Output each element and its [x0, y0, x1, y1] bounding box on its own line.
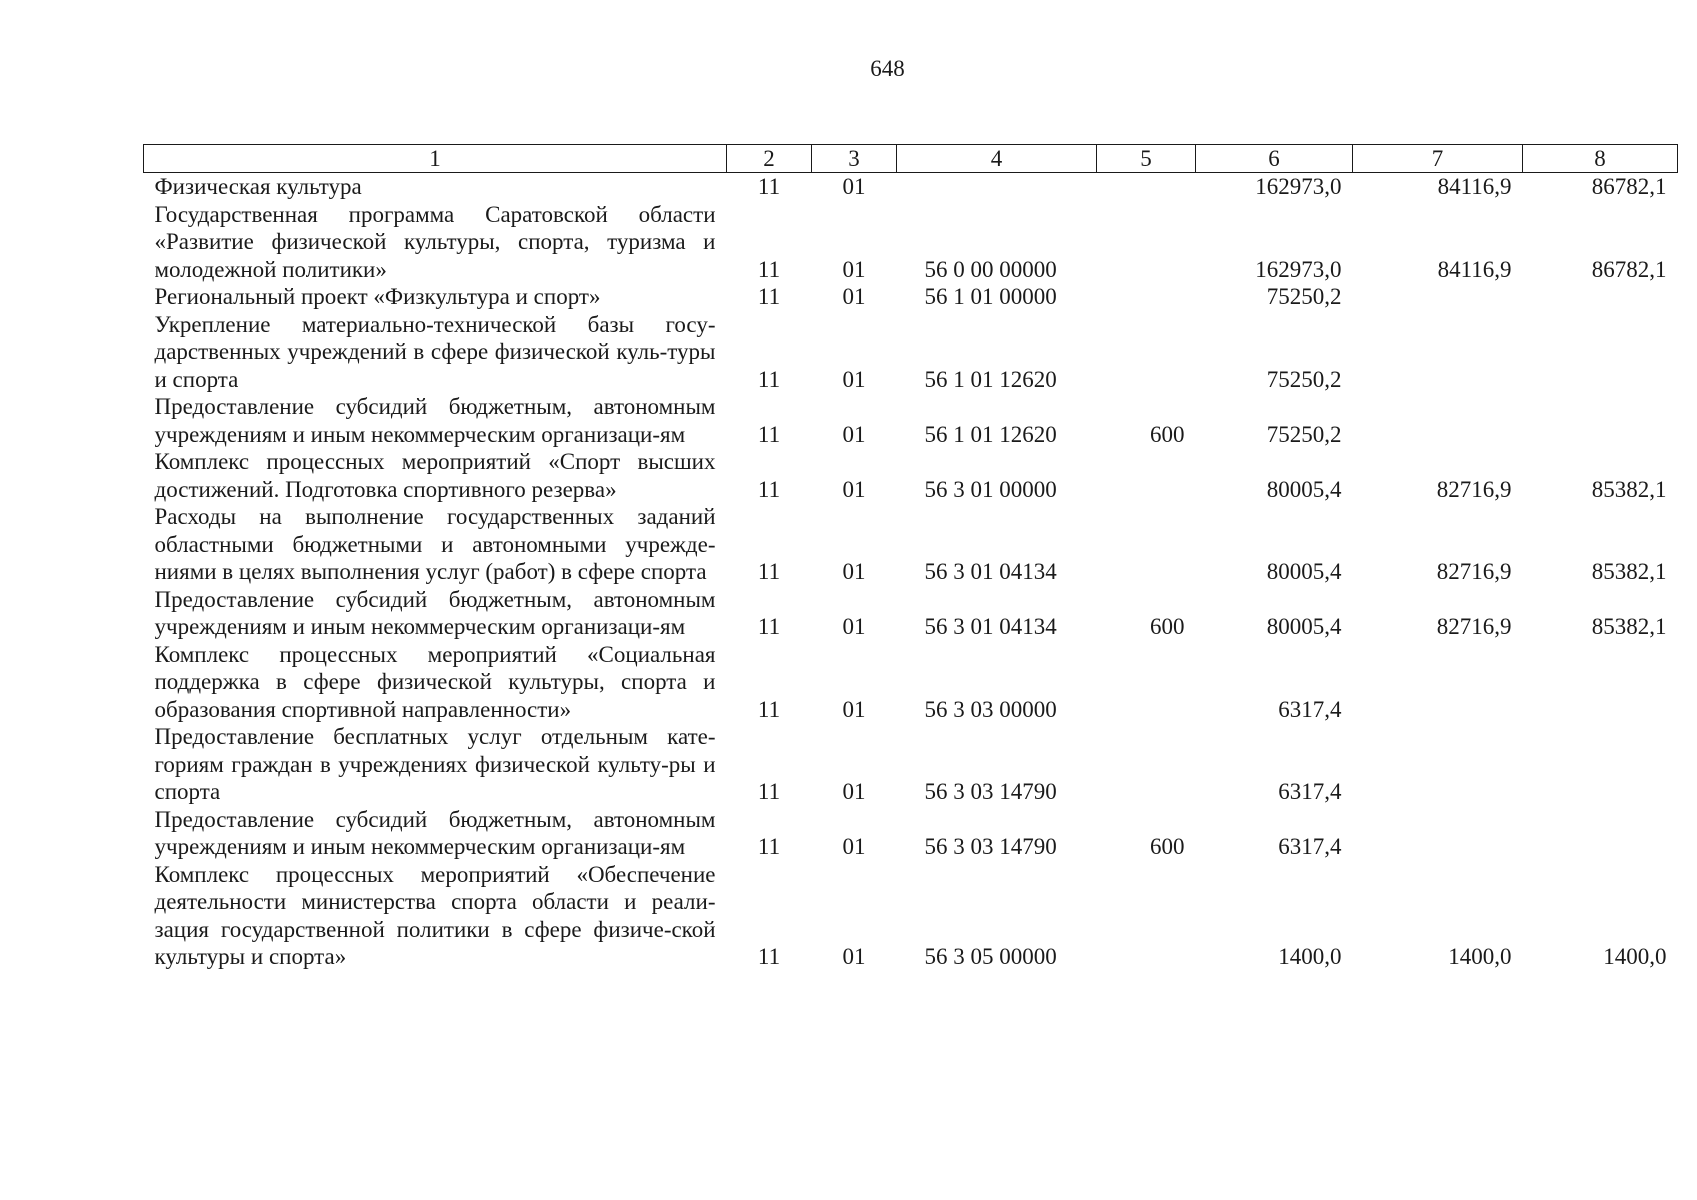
amount-col6-cell: 162973,0: [1255, 256, 1342, 282]
subsection-code-cell: 01: [842, 421, 866, 447]
page-number: 648: [870, 56, 905, 81]
target-article-cell: 56 1 01 12620: [924, 421, 1057, 447]
table-row: [144, 723, 1678, 806]
row-name-cell: Комплекс процессных мероприятий «Социальная поддержка в сфере физической культуры, спорта и образования спортивной направленности»: [154, 641, 716, 722]
table-row: [144, 586, 1678, 641]
table-body: [144, 173, 1678, 971]
section-code-cell: 11: [757, 421, 781, 447]
amount-col6-cell: 80005,4: [1266, 476, 1342, 502]
section-code-cell: 11: [757, 366, 781, 392]
section-code-cell: 11: [757, 284, 781, 309]
table-row: [144, 448, 1678, 503]
section-code-cell: 11: [757, 696, 781, 722]
header-cell-3: 3: [812, 145, 897, 173]
amount-col8-cell: 85382,1: [1591, 614, 1667, 639]
header-cell-8: 8: [1523, 145, 1678, 173]
expense-type-cell: [1097, 723, 1196, 806]
target-article-cell: 56 3 01 04134: [924, 614, 1057, 639]
subsection-code-cell: 01: [842, 284, 866, 309]
row-name-cell: Предоставление субсидий бюджетным, автономным учреждениям и иным некоммерческим организаци-ям: [154, 394, 716, 447]
amount-col7-cell: 1400,0: [1448, 944, 1512, 969]
amount-col8-cell: [1523, 806, 1678, 861]
subsection-code-cell: 01: [842, 366, 866, 392]
target-article-cell: 56 3 01 00000: [924, 476, 1057, 502]
row-name-cell: Государственная программа Саратовской области «Развитие физической культуры, спорта, туризма и молодежной политики»: [154, 201, 716, 282]
table-row: [144, 283, 1678, 311]
target-article-cell: 56 3 05 00000: [924, 944, 1057, 969]
amount-col6-cell: 1400,0: [1278, 944, 1342, 969]
budget-table: [143, 144, 1678, 971]
amount-col6-cell: 75250,2: [1266, 284, 1342, 309]
amount-col8-cell: 86782,1: [1591, 174, 1667, 199]
amount-col6-cell: 80005,4: [1266, 614, 1342, 639]
subsection-code-cell: 01: [842, 174, 866, 199]
amount-col7-cell: [1353, 311, 1523, 394]
amount-col7-cell: 82716,9: [1436, 614, 1512, 639]
table-row: [144, 311, 1678, 394]
row-name-cell: Предоставление субсидий бюджетным, автономным учреждениям и иным некоммерческим организаци-ям: [154, 806, 716, 859]
amount-col7-cell: 84116,9: [1437, 256, 1512, 282]
subsection-code-cell: 01: [842, 559, 866, 584]
expense-type-cell: [1097, 448, 1196, 503]
header-row: [144, 145, 1678, 173]
expense-type-cell: 600: [1150, 834, 1185, 859]
amount-col8-cell: 1400,0: [1603, 944, 1667, 969]
expense-type-cell: [1097, 641, 1196, 724]
row-name-cell: Физическая культура: [154, 174, 362, 199]
header-cell-2: 2: [727, 145, 812, 173]
amount-col7-cell: [1353, 283, 1523, 311]
expense-type-cell: [1097, 861, 1196, 971]
section-code-cell: 11: [757, 174, 781, 199]
amount-col8-cell: [1523, 723, 1678, 806]
target-article-cell: 56 0 00 00000: [924, 256, 1057, 282]
expense-type-cell: [1097, 201, 1196, 284]
header-cell-6: 6: [1196, 145, 1353, 173]
subsection-code-cell: 01: [842, 779, 866, 804]
amount-col8-cell: 85382,1: [1591, 559, 1667, 584]
table-row: [144, 503, 1678, 586]
amount-col8-cell: [1523, 311, 1678, 394]
section-code-cell: 11: [757, 944, 781, 969]
amount-col8-cell: [1523, 641, 1678, 724]
section-code-cell: 11: [757, 256, 781, 282]
subsection-code-cell: 01: [842, 696, 866, 722]
table-row: [144, 393, 1678, 448]
target-article-cell: [897, 173, 1097, 201]
subsection-code-cell: 01: [842, 944, 866, 969]
expense-type-cell: [1097, 503, 1196, 586]
table-row: [144, 201, 1678, 284]
amount-col8-cell: [1523, 393, 1678, 448]
amount-col7-cell: 82716,9: [1436, 559, 1512, 584]
subsection-code-cell: 01: [842, 834, 866, 859]
amount-col7-cell: [1353, 723, 1523, 806]
table-row: [144, 861, 1678, 971]
amount-col7-cell: 84116,9: [1437, 174, 1512, 199]
header-cell-1: 1: [144, 145, 727, 173]
amount-col7-cell: [1353, 393, 1523, 448]
expense-type-cell: 600: [1150, 614, 1185, 639]
table-row: [144, 641, 1678, 724]
subsection-code-cell: 01: [842, 476, 866, 502]
section-code-cell: 11: [757, 779, 781, 804]
target-article-cell: 56 1 01 00000: [924, 284, 1057, 309]
amount-col6-cell: 6317,4: [1278, 779, 1342, 804]
amount-col7-cell: 82716,9: [1436, 476, 1512, 502]
target-article-cell: 56 3 01 04134: [924, 559, 1057, 584]
expense-type-cell: [1097, 283, 1196, 311]
subsection-code-cell: 01: [842, 614, 866, 639]
row-name-cell: Предоставление субсидий бюджетным, автономным учреждениям и иным некоммерческим организаци-ям: [154, 586, 716, 639]
table-row: [144, 806, 1678, 861]
expense-type-cell: [1097, 311, 1196, 394]
section-code-cell: 11: [757, 614, 781, 639]
target-article-cell: 56 3 03 14790: [924, 834, 1057, 859]
amount-col6-cell: 75250,2: [1266, 421, 1342, 447]
amount-col6-cell: 6317,4: [1278, 696, 1342, 722]
row-name-cell: Укрепление материально-технической базы госу-дарственных учреждений в сфере физической куль-туры и спорта: [154, 311, 716, 392]
amount-col8-cell: [1523, 283, 1678, 311]
header-cell-7: 7: [1353, 145, 1523, 173]
amount-col8-cell: 86782,1: [1591, 256, 1667, 282]
amount-col7-cell: [1353, 641, 1523, 724]
amount-col6-cell: 162973,0: [1255, 174, 1342, 199]
section-code-cell: 11: [757, 834, 781, 859]
target-article-cell: 56 3 03 00000: [924, 696, 1057, 722]
target-article-cell: 56 1 01 12620: [924, 366, 1057, 392]
amount-col6-cell: 6317,4: [1278, 834, 1342, 859]
section-code-cell: 11: [757, 559, 781, 584]
row-name-cell: Региональный проект «Физкультура и спорт»: [154, 284, 601, 309]
expense-type-cell: [1097, 173, 1196, 201]
row-name-cell: Комплекс процессных мероприятий «Обеспечение деятельности министерства спорта области и реали-зация государственной политики в сфере физиче-ской культуры и спорта»: [154, 861, 716, 969]
table-row: [144, 173, 1678, 201]
amount-col7-cell: [1353, 806, 1523, 861]
amount-col6-cell: 80005,4: [1266, 559, 1342, 584]
section-code-cell: 11: [757, 476, 781, 502]
amount-col8-cell: 85382,1: [1591, 476, 1667, 502]
amount-col6-cell: 75250,2: [1266, 366, 1342, 392]
header-cell-5: 5: [1097, 145, 1196, 173]
row-name-cell: Предоставление бесплатных услуг отдельным кате-гориям граждан в учреждениях физической культу-ры и спорта: [154, 724, 716, 804]
row-name-cell: Расходы на выполнение государственных заданий областными бюджетными и автономными учрежде-ниями в целях выполнения услуг (работ) в сфере спорта: [154, 504, 716, 584]
header-cell-4: 4: [897, 145, 1097, 173]
expense-type-cell: 600: [1150, 421, 1185, 447]
target-article-cell: 56 3 03 14790: [924, 779, 1057, 804]
subsection-code-cell: 01: [842, 256, 866, 282]
row-name-cell: Комплекс процессных мероприятий «Спорт высших достижений. Подготовка спортивного резерва»: [154, 449, 716, 502]
